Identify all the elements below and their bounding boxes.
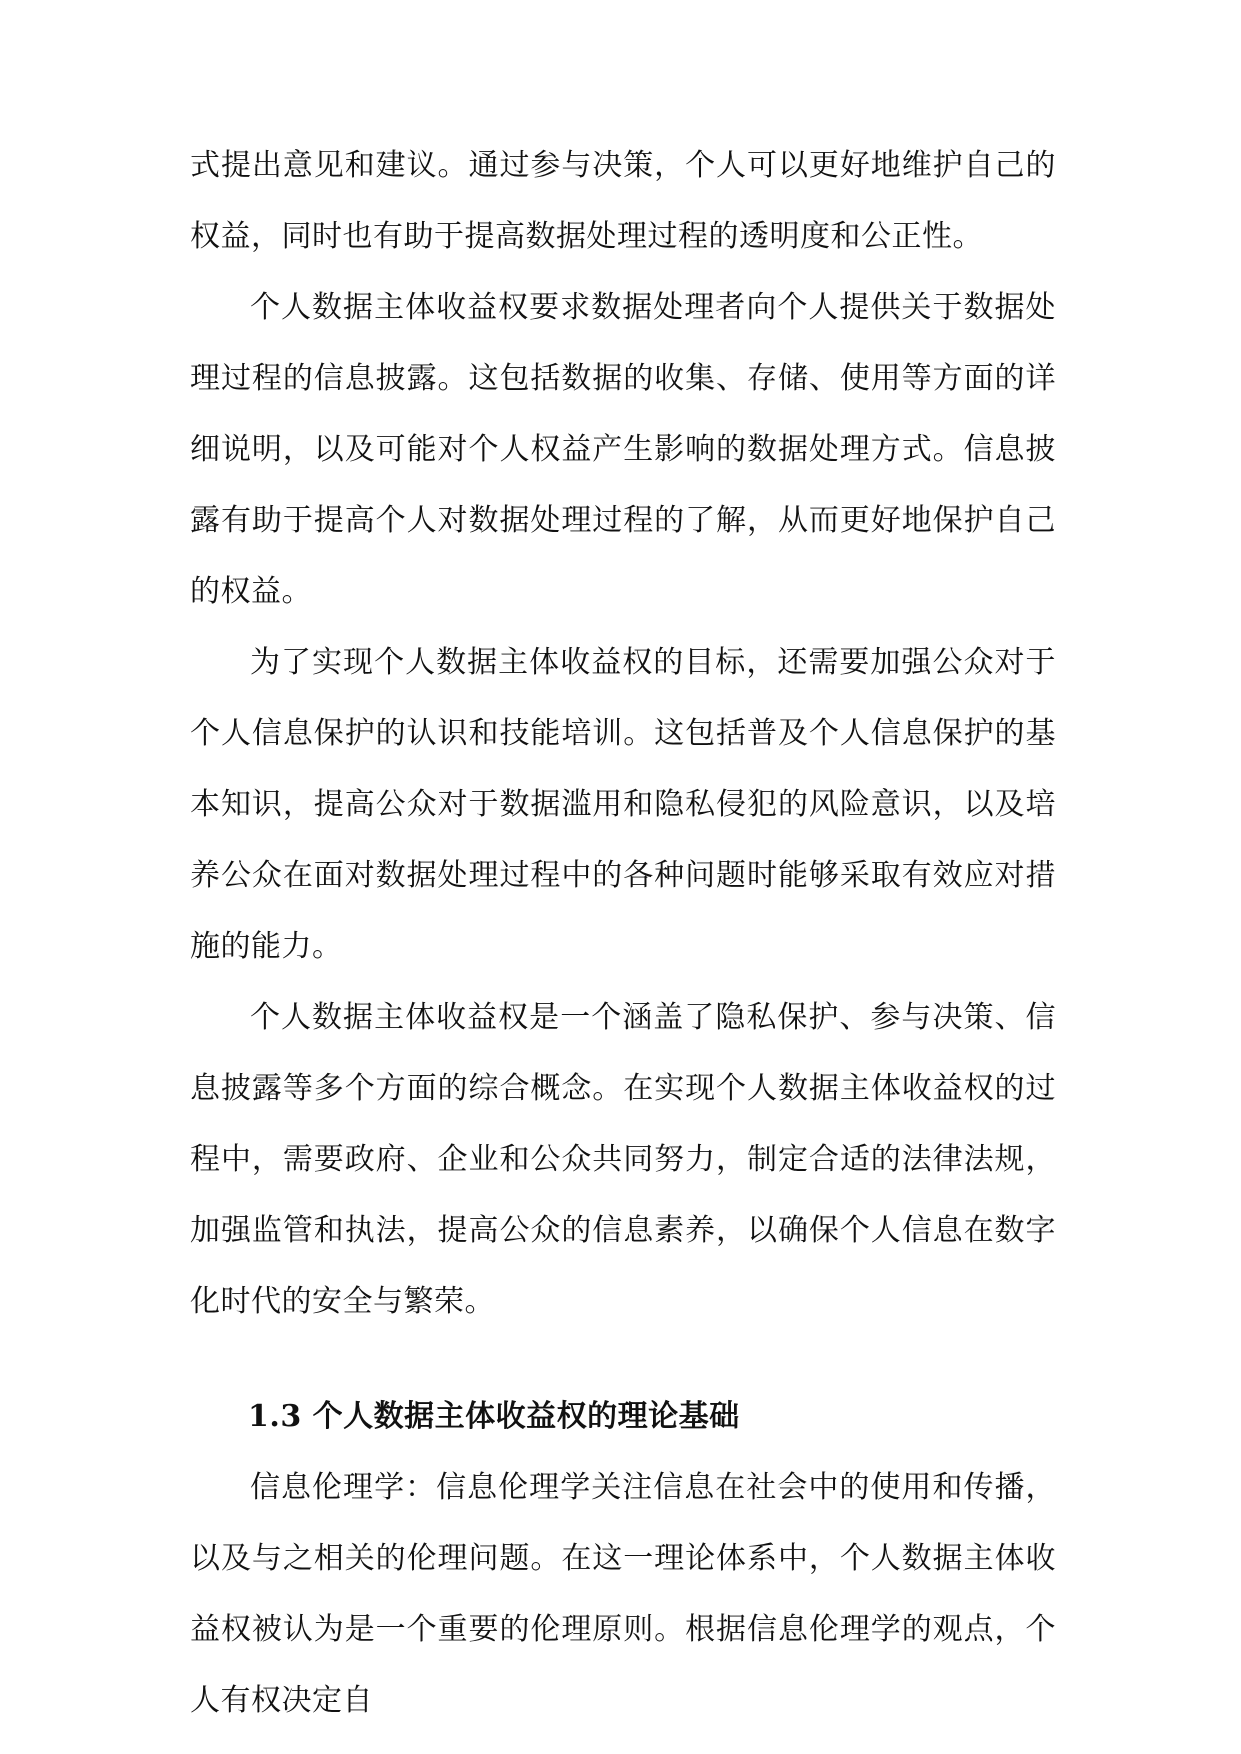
paragraph-summary: 个人数据主体收益权是一个涵盖了隐私保护、参与决策、信息披露等多个方面的综合概念。在实现个人数据主体收益权的过程中，需要政府、企业和公众共同努力，制定合适的法律法规，加强监管和执法，提高公众的信息素养，以确保个人信息在数字化时代的安全与繁荣。 [190,1000,1056,1319]
section-heading: 1.3 个人数据主体收益权的理论基础 [248,1399,740,1434]
paragraph-information-ethics: 信息伦理学：信息伦理学关注信息在社会中的使用和传播，以及与之相关的伦理问题。在这一理论体系中，个人数据主体收益权被认为是一个重要的伦理原则。根据信息伦理学的观点，个人有权决定自 [190,1470,1056,1718]
document-body [190,130,1056,1736]
paragraph-continuation: 式提出意见和建议。通过参与决策，个人可以更好地维护自己的权益，同时也有助于提高数据处理过程的透明度和公正性。 [190,148,1056,254]
paragraph-information-disclosure: 个人数据主体收益权要求数据处理者向个人提供关于数据处理过程的信息披露。这包括数据的收集、存储、使用等方面的详细说明，以及可能对个人权益产生影响的数据处理方式。信息披露有助于提高个人对数据处理过程的了解，从而更好地保护自己的权益。 [190,290,1056,609]
paragraph-public-awareness: 为了实现个人数据主体收益权的目标，还需要加强公众对于个人信息保护的认识和技能培训。这包括普及个人信息保护的基本知识，提高公众对于数据滥用和隐私侵犯的风险意识，以及培养公众在面对数据处理过程中的各种问题时能够采取有效应对措施的能力。 [190,645,1056,964]
